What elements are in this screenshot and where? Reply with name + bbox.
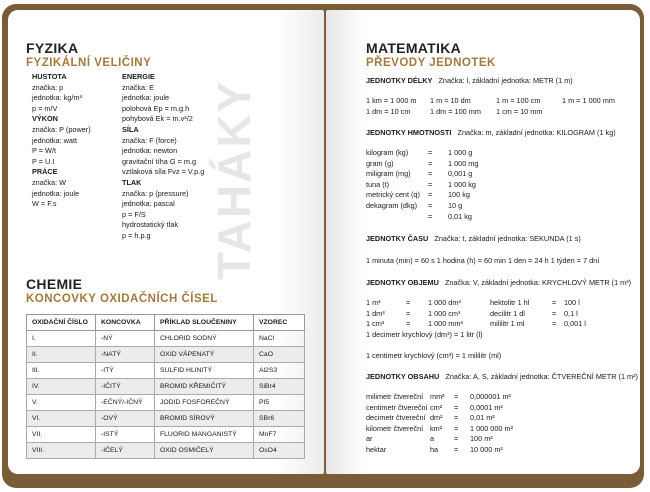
fyzika-heading: TLAK: [122, 177, 142, 187]
obsahu-label: JEDNOTKY OBSAHU: [366, 372, 440, 381]
fyzika-line: jednotka: watt: [32, 135, 78, 145]
table-cell: -OVÝ: [96, 411, 155, 427]
table-cell: CHLORID SODNÝ: [155, 331, 254, 347]
fyzika-title: FYZIKA: [26, 40, 79, 56]
table-cell: IV.: [27, 379, 96, 395]
hmotnosti-row: [366, 212, 566, 223]
table-cell: BROMID KŘEMIČITÝ: [155, 379, 254, 395]
objemu-cell: mililitr 1 ml: [490, 319, 525, 329]
objemu-cell: 0,1 l: [564, 308, 578, 318]
delky-label: JEDNOTKY DÉLKY: [366, 76, 433, 85]
obsahu-cell: =: [454, 402, 459, 412]
hmotnosti-header: [366, 128, 616, 137]
table-header: OXIDAČNÍ ČÍSLO: [27, 315, 96, 331]
table-cell: II.: [27, 347, 96, 363]
hmotnosti-cell: 10 g: [448, 200, 463, 210]
table-row: [27, 427, 305, 443]
hmotnosti-cell: =: [428, 190, 433, 200]
fyzika-line: p = h.p.g: [122, 230, 151, 240]
objemu-note-2: 1 centimetr krychlový (cm³) = 1 mililitr (ml): [366, 351, 502, 360]
table-cell: VI.: [27, 411, 96, 427]
right-page: [326, 10, 640, 474]
cas-header: [366, 234, 581, 243]
objemu-label: JEDNOTKY OBJEMU: [366, 278, 439, 287]
table-cell: I.: [27, 331, 96, 347]
delky-row: [366, 107, 636, 118]
cas-description: Značka: t, základní jednotka: SEKUNDA (1 s): [434, 234, 581, 243]
objemu-cell: 1 000 dm³: [428, 298, 461, 307]
tahaky-watermark: [206, 80, 266, 290]
fyzika-line: p = m/V: [32, 103, 58, 113]
fyzika-line: jednotka: joule: [122, 93, 170, 103]
objemu-cell: decilitr 1 dl: [490, 308, 525, 318]
table-cell: PI5: [254, 395, 305, 411]
table-row: [27, 411, 305, 427]
fyzika-line: značka: p: [32, 82, 64, 92]
hmotnosti-row: [366, 159, 566, 170]
obsahu-row: [366, 445, 586, 456]
fyzika-subtitle: FYZIKÁLNÍ VELIČINY: [26, 57, 152, 69]
table-row: [27, 331, 305, 347]
obsahu-cell: dm²: [430, 413, 443, 423]
obsahu-cell: 0,000001 m²: [470, 392, 511, 401]
fyzika-line: hydrostatický tlak: [122, 220, 178, 230]
objemu-cell: hektolitr 1 hl: [490, 298, 530, 307]
table-header: PŘÍKLAD SLOUČENINY: [155, 315, 254, 331]
table-cell: Al2S3: [254, 363, 305, 379]
matematika-subtitle: PŘEVODY JEDNOTEK: [366, 57, 496, 69]
delky-cell: 1 dm = 10 cm: [366, 106, 411, 116]
objemu-cell: =: [552, 319, 557, 329]
hmotnosti-cell: =: [428, 169, 433, 179]
hmotnosti-row: [366, 201, 566, 212]
obsahu-cell: =: [454, 444, 459, 454]
obsahu-cell: ar: [366, 434, 373, 444]
table-cell: NaCl: [254, 331, 305, 347]
obsahu-cell: centimetr čtvereční: [366, 402, 428, 412]
obsahu-cell: =: [454, 423, 459, 433]
hmotnosti-label: JEDNOTKY HMOTNOSTI: [366, 128, 452, 137]
objemu-cell: 1 dm³: [366, 308, 385, 318]
delky-cell: 1 cm = 10 mm: [496, 106, 543, 116]
obsahu-row: [366, 413, 586, 424]
objemu-row: [366, 309, 636, 320]
obsahu-cell: =: [454, 413, 459, 423]
objemu-cell: 0,001 l: [564, 319, 586, 329]
table-header: KONCOVKA: [96, 315, 155, 331]
fyzika-line: značka: p (pressure): [122, 188, 189, 198]
obsahu-cell: 10 000 m²: [470, 444, 503, 454]
obsahu-row: [366, 392, 586, 403]
hmotnosti-row: [366, 169, 566, 180]
hmotnosti-cell: 1 000 mg: [448, 158, 479, 168]
table-cell: FLUORID MANGANISTÝ: [155, 427, 254, 443]
hmotnosti-row: [366, 190, 566, 201]
fyzika-heading: PRÁCE: [32, 167, 58, 177]
table-cell: OXID OSMIČELÝ: [155, 443, 254, 459]
fyzika-line: P = U.I: [32, 156, 55, 166]
hmotnosti-cell: 1 000 g: [448, 148, 473, 157]
table-cell: -ISTÝ: [96, 427, 155, 443]
hmotnosti-cell: miligram (mg): [366, 169, 411, 179]
objemu-cell: =: [406, 319, 411, 329]
delky-header: [366, 76, 573, 85]
obsahu-description: Značka: A, S, základní jednotka: ČTVEREČNÍ METR (1 m²): [445, 372, 638, 381]
watermark-text: TAHÁKY: [208, 80, 260, 280]
hmotnosti-cell: 1 000 kg: [448, 179, 476, 189]
fyzika-line: jednotka: kg/m³: [32, 93, 82, 103]
objemu-row: [366, 298, 636, 309]
table-cell: VIII.: [27, 443, 96, 459]
obsahu-cell: 1 000 000 m²: [470, 423, 513, 433]
fyzika-heading: HUSTOTA: [32, 72, 67, 81]
cas-label: JEDNOTKY ČASU: [366, 234, 429, 243]
table-cell: SULFID HLINITÝ: [155, 363, 254, 379]
fyzika-heading: SÍLA: [122, 124, 139, 134]
fyzika-line: značka: W: [32, 177, 67, 187]
obsahu-cell: cm²: [430, 402, 443, 412]
hmotnosti-row: [366, 148, 566, 159]
objemu-description: Značka: V, základní jednotka: KRYCHLOVÝ METR (1 m³): [444, 278, 632, 287]
fyzika-line: p = F/S: [122, 209, 146, 219]
chemie-title: CHEMIE: [26, 276, 83, 292]
delky-cell: 1 m = 1 000 mm: [562, 96, 615, 105]
left-page: [8, 10, 324, 474]
hmotnosti-cell: metrický cent (q): [366, 190, 420, 200]
fyzika-line: značka: P (power): [32, 124, 91, 134]
hmotnosti-cell: dekagram (dkg): [366, 200, 418, 210]
table-cell: OXID VÁPENATÝ: [155, 347, 254, 363]
fyzika-line: P = W/t: [32, 146, 56, 156]
hmotnosti-cell: =: [428, 179, 433, 189]
table-row: [27, 379, 305, 395]
obsahu-cell: km²: [430, 423, 443, 433]
obsahu-cell: decimetr čtvereční: [366, 413, 426, 423]
table-cell: -NATÝ: [96, 347, 155, 363]
hmotnosti-cell: tuna (t): [366, 179, 390, 189]
fyzika-line: polohová Ep = m.g.h: [122, 103, 190, 113]
table-cell: SBr6: [254, 411, 305, 427]
obsahu-cell: 100 m²: [470, 434, 493, 444]
table-cell: -IČITÝ: [96, 379, 155, 395]
delky-row: [366, 96, 636, 107]
obsahu-cell: =: [454, 434, 459, 444]
delky-cell: 1 m = 10 dm: [430, 96, 471, 105]
table-cell: JODID FOSFOREČNÝ: [155, 395, 254, 411]
obsahu-row: [366, 434, 586, 445]
objemu-note-1: 1 decimetr krychlový (dm³) = 1 litr (l): [366, 330, 483, 339]
delky-cell: 1 dm = 100 mm: [430, 106, 481, 116]
table-cell: BROMID SÍROVÝ: [155, 411, 254, 427]
objemu-cell: 1 000 cm³: [428, 308, 461, 318]
table-cell: -NÝ: [96, 331, 155, 347]
hmotnosti-grid: [366, 148, 566, 222]
delky-cell: 1 km = 1 000 m: [366, 96, 417, 105]
fyzika-line: značka: F (force): [122, 135, 177, 145]
fyzika-column-2: [122, 72, 204, 242]
obsahu-header: [366, 372, 638, 381]
delky-cell: 1 m = 100 cm: [496, 96, 541, 105]
fyzika-line: W = F.s: [32, 199, 57, 209]
fyzika-line: vztlaková síla Fvz = V.p.g: [122, 167, 205, 177]
table-cell: MnF7: [254, 427, 305, 443]
fyzika-column-1: [32, 72, 91, 210]
obsahu-cell: milimetr čtvereční: [366, 392, 424, 401]
table-cell: V.: [27, 395, 96, 411]
objemu-cell: 100 l: [564, 298, 580, 307]
hmotnosti-cell: 0,001 g: [448, 169, 473, 179]
fyzika-line: jednotka: pascal: [122, 199, 175, 209]
objemu-cell: =: [406, 308, 411, 318]
hmotnosti-cell: =: [428, 158, 433, 168]
objemu-cell: =: [552, 308, 557, 318]
chemie-subtitle: KONCOVKY OXIDAČNÍCH ČÍSEL: [26, 293, 218, 305]
fyzika-line: pohybová Ek = m.v²/2: [122, 114, 193, 124]
obsahu-row: [366, 403, 586, 414]
obsahu-cell: a: [430, 434, 435, 444]
delky-grid: [366, 96, 636, 117]
obsahu-grid: [366, 392, 586, 456]
objemu-cell: 1 cm³: [366, 319, 385, 329]
fyzika-line: jednotka: newton: [122, 146, 178, 156]
obsahu-cell: hektar: [366, 444, 387, 454]
hmotnosti-cell: kilogram (kg): [366, 148, 409, 157]
table-cell: OsO4: [254, 443, 305, 459]
oxidation-table: [26, 314, 305, 459]
objemu-cell: 1 m³: [366, 298, 381, 307]
table-cell: -EČNÝ/-IČNÝ: [96, 395, 155, 411]
hmotnosti-cell: 0,01 kg: [448, 211, 472, 221]
obsahu-row: [366, 424, 586, 435]
cas-row: 1 minuta (min) = 60 s 1 hodina (h) = 60 min 1 den = 24 h 1 týden = 7 dní: [366, 256, 600, 265]
hmotnosti-cell: =: [428, 148, 433, 157]
obsahu-cell: ha: [430, 444, 439, 454]
matematika-title: MATEMATIKA: [366, 40, 462, 56]
fyzika-line: jednotka: joule: [32, 188, 80, 198]
hmotnosti-cell: 100 kg: [448, 190, 470, 200]
table-cell: -IČELÝ: [96, 443, 155, 459]
delky-description: Značka: l, základní jednotka: METR (1 m): [438, 76, 573, 85]
table-row: [27, 363, 305, 379]
objemu-grid: [366, 298, 636, 330]
hmotnosti-cell: =: [428, 211, 433, 221]
table-header: VZOREC: [254, 315, 305, 331]
table-cell: III.: [27, 363, 96, 379]
hmotnosti-cell: gram (g): [366, 158, 394, 168]
table-row: [27, 443, 305, 459]
table-row: [27, 395, 305, 411]
objemu-cell: =: [406, 298, 411, 307]
objemu-cell: =: [552, 298, 557, 307]
hmotnosti-row: [366, 180, 566, 191]
obsahu-cell: 0,01 m²: [470, 413, 495, 423]
obsahu-cell: mm²: [430, 392, 445, 401]
objemu-header: [366, 278, 631, 287]
fyzika-heading: ENERGIE: [122, 72, 155, 81]
obsahu-cell: =: [454, 392, 459, 401]
table-cell: VII.: [27, 427, 96, 443]
table-cell: SiBr4: [254, 379, 305, 395]
hmotnosti-description: Značka: m, základní jednotka: KILOGRAM (1 kg): [457, 128, 616, 137]
objemu-row: [366, 319, 636, 330]
objemu-cell: 1 000 mm³: [428, 319, 463, 329]
table-cell: CaO: [254, 347, 305, 363]
fyzika-line: značka: E: [122, 82, 155, 92]
table-cell: -ITÝ: [96, 363, 155, 379]
fyzika-line: gravitační tíha G = m.g: [122, 156, 197, 166]
hmotnosti-cell: =: [428, 200, 433, 210]
obsahu-cell: kilometr čtvereční: [366, 423, 424, 433]
obsahu-cell: 0,0001 m²: [470, 402, 503, 412]
table-row: [27, 347, 305, 363]
fyzika-heading: VÝKON: [32, 114, 58, 124]
